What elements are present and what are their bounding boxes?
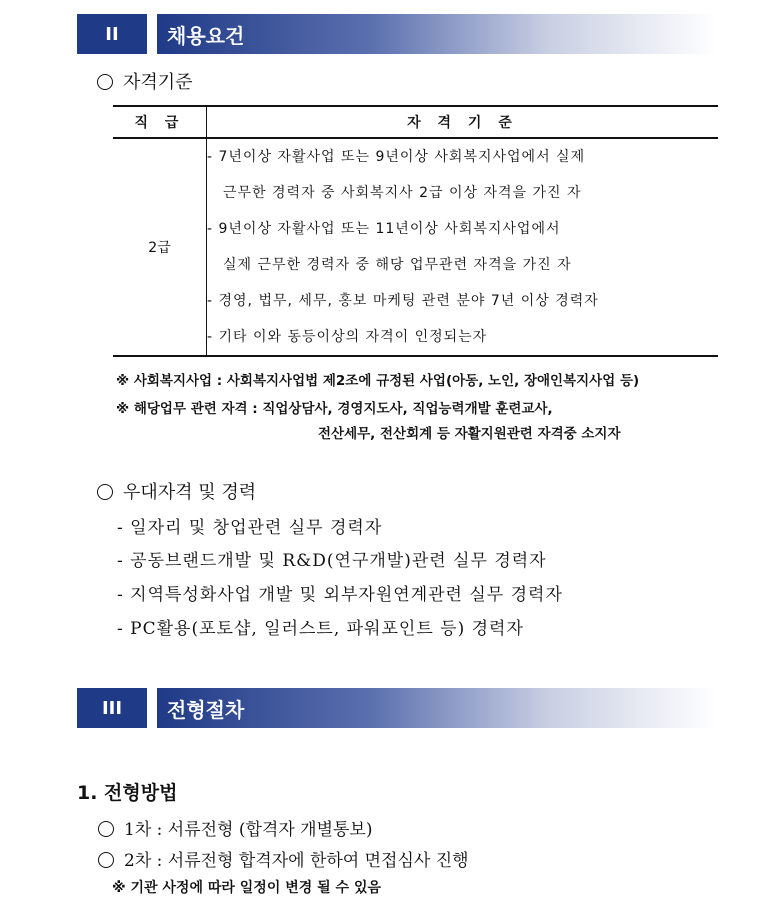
section-number: II	[77, 14, 147, 54]
note-related-qualification: ※ 해당업무 관련 자격 : 직업상담사, 경영지도사, 직업능력개발 훈련교사,	[116, 401, 553, 417]
criteria-line: - 7년이상 자활사업 또는 9년이상 사회복지사업에서 실제	[207, 149, 586, 165]
qualification-table	[113, 105, 718, 357]
criteria-cell	[207, 138, 719, 356]
grade-cell: 2급	[113, 138, 207, 356]
section-title: 전형절차	[167, 697, 245, 722]
criteria-line: - 기타 이와 동등이상의 자격이 인정되는자	[207, 329, 488, 345]
note-social-welfare: ※ 사회복지사업 : 사회복지사업법 제2조에 규정된 사업(아동, 노인, 장애인복지사업 등)	[116, 373, 640, 389]
step-item: 2차 : 서류전형 합격자에 한하여 면접심사 진행	[98, 846, 469, 871]
method-heading: 1. 전형방법	[77, 782, 178, 804]
criteria-line: - 9년이상 자활사업 또는 11년이상 사회복지사업에서	[207, 221, 561, 237]
qualification-heading: 자격기준	[97, 68, 193, 94]
criteria-line: - 경영, 법무, 세무, 홍보 마케팅 관련 분야 7년 이상 경력자	[207, 293, 599, 309]
circle-bullet-icon	[97, 484, 113, 500]
circle-bullet-icon	[98, 821, 114, 837]
section-title: 채용요건	[167, 23, 245, 48]
section-number: III	[77, 688, 147, 728]
section-header-2	[77, 14, 717, 54]
preferred-heading: 우대자격 및 경력	[97, 478, 256, 504]
preferred-item: - 일자리 및 창업관련 실무 경력자	[117, 518, 383, 538]
circle-bullet-icon	[98, 852, 114, 868]
table-header-grade: 직 급	[113, 106, 207, 138]
step-item: 1차 : 서류전형 (합격자 개별통보)	[98, 815, 373, 840]
table-header-criteria: 자 격 기 준	[207, 106, 719, 138]
preferred-item: - 지역특성화사업 개발 및 외부자원연계관련 실무 경력자	[117, 585, 563, 605]
circle-bullet-icon	[97, 74, 113, 90]
section-header-3	[77, 688, 717, 728]
preferred-item: - 공동브랜드개발 및 R&D(연구개발)관련 실무 경력자	[117, 551, 547, 571]
preferred-item: - PC활용(포토샵, 일러스트, 파워포인트 등) 경력자	[117, 619, 524, 639]
table-row	[113, 138, 718, 356]
criteria-line: 실제 근무한 경력자 중 해당 업무관련 자격을 가진 자	[223, 257, 572, 273]
criteria-line: 근무한 경력자 중 사회복지사 2급 이상 자격을 가진 자	[223, 185, 582, 201]
note-related-qualification-cont: 전산세무, 전산회계 등 자활지원관련 자격중 소지자	[318, 426, 621, 442]
schedule-note: ※ 기관 사정에 따라 일정이 변경 될 수 있음	[112, 880, 381, 896]
